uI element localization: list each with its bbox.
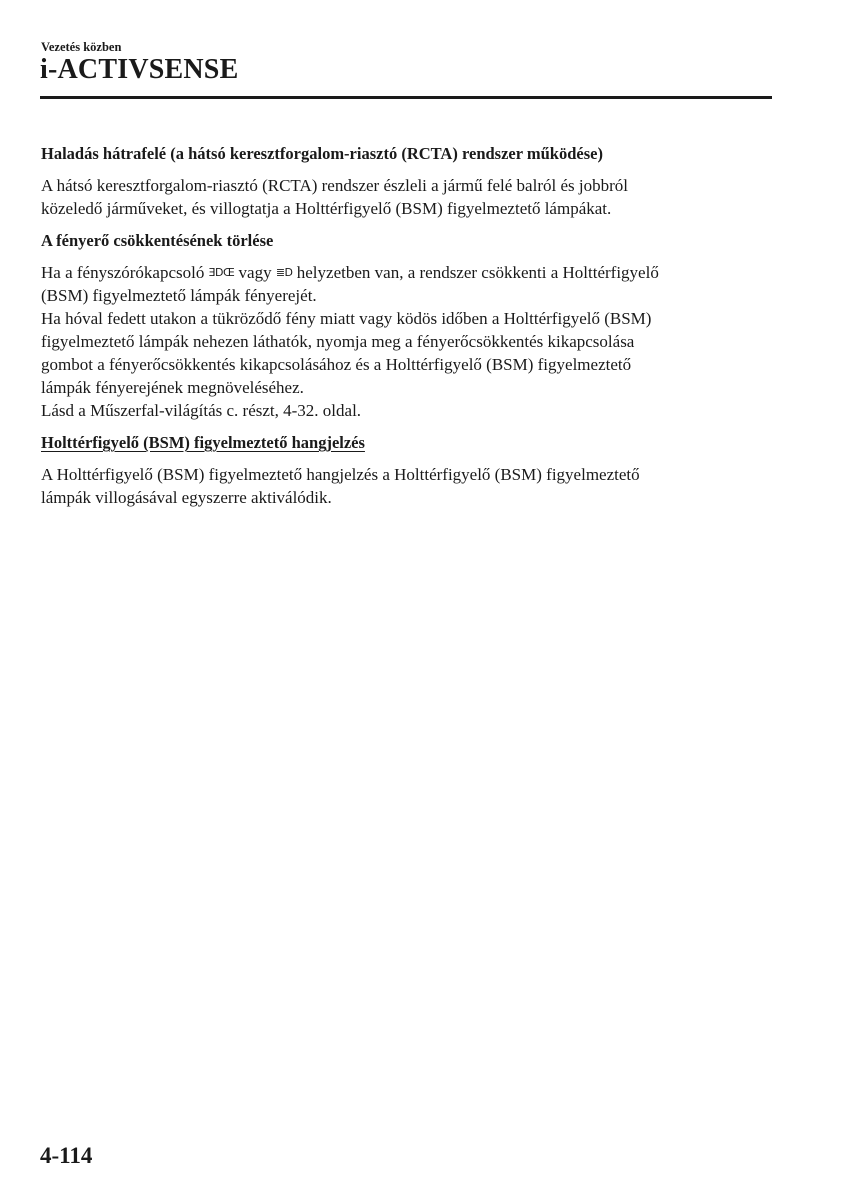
paragraph-dimmer bbox=[41, 261, 771, 422]
section-label: Vezetés közben bbox=[41, 40, 122, 54]
text-fragment: vagy bbox=[234, 263, 276, 282]
paragraph-bsm-sound bbox=[41, 463, 771, 509]
section-heading-rcta: Haladás hátrafelé (a hátsó keresztforgalom-riasztó (RCTA) rendszer működése) bbox=[41, 144, 603, 163]
page-reference: Lásd a Műszerfal-világítás c. részt, 4-32. oldal. bbox=[41, 401, 362, 420]
paragraph-rcta bbox=[41, 174, 771, 220]
text-line: A Holttérfigyelő (BSM) figyelmeztető hangjelzés a Holttérfigyelő (BSM) figyelmeztető bbox=[41, 465, 640, 484]
text-line: lámpák villogásával egyszerre aktiválódik. bbox=[41, 488, 332, 507]
section-heading-bsm-sound: Holttérfigyelő (BSM) figyelmeztető hangjelzés bbox=[41, 433, 365, 452]
text-line: A hátsó keresztforgalom-riasztó (RCTA) rendszer észleli a jármű felé balról és jobbról bbox=[41, 176, 628, 195]
text-line: (BSM) figyelmeztető lámpák fényerejét. bbox=[41, 286, 317, 305]
text-fragment: Ha a fényszórókapcsoló bbox=[41, 263, 209, 282]
text-line: Ha hóval fedett utakon a tükröződő fény miatt vagy ködös időben a Holttérfigyelő (BSM) bbox=[41, 309, 652, 328]
headlight-icon: ≣D bbox=[275, 266, 293, 279]
text-fragment: helyzetben van, a rendszer csökkenti a Holttérfigyelő bbox=[292, 263, 659, 282]
text-line bbox=[41, 261, 771, 284]
page-title: i-ACTIVSENSE bbox=[40, 54, 239, 85]
parking-light-icon: ƎDŒ bbox=[208, 266, 235, 279]
text-line: közeledő járműveket, és villogtatja a Holttérfigyelő (BSM) figyelmeztető lámpákat. bbox=[41, 199, 612, 218]
header-divider bbox=[40, 96, 772, 99]
text-line: lámpák fényerejének megnöveléséhez. bbox=[41, 378, 304, 397]
text-line: gombot a fényerőcsökkentés kikapcsolásához és a Holttérfigyelő (BSM) figyelmeztető bbox=[41, 355, 632, 374]
text-line: figyelmeztető lámpák nehezen láthatók, nyomja meg a fényerőcsökkentés kikapcsolása bbox=[41, 332, 635, 351]
page-content bbox=[41, 142, 771, 518]
page-number: 4-114 bbox=[40, 1143, 93, 1168]
section-heading-dimmer: A fényerő csökkentésének törlése bbox=[41, 231, 274, 250]
